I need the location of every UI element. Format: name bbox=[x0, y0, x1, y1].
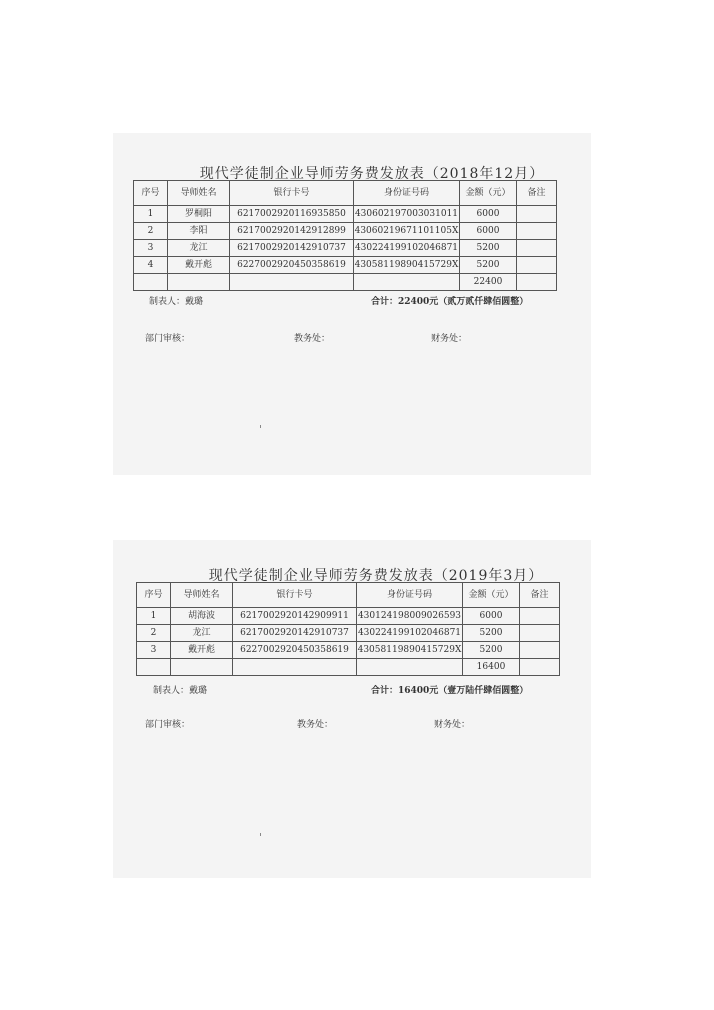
cell-empty bbox=[233, 659, 357, 676]
payment-sheet-2018-12 bbox=[113, 133, 591, 475]
header-amount: 金额（元） bbox=[463, 583, 520, 608]
finance-office-label: 财务处： bbox=[431, 334, 468, 344]
table-header-row bbox=[134, 181, 557, 206]
cell-name: 李阳 bbox=[168, 223, 230, 240]
table-sum-row bbox=[137, 659, 560, 676]
cell-name: 龙江 bbox=[168, 240, 230, 257]
cell-id: 430602197003031011 bbox=[354, 206, 460, 223]
cell-id: 43060219671101105X bbox=[354, 223, 460, 240]
payment-table bbox=[133, 180, 557, 291]
cell-empty bbox=[134, 274, 168, 291]
header-id: 身份证号码 bbox=[354, 181, 460, 206]
cell-bank: 6227002920450358619 bbox=[230, 257, 354, 274]
cell-id: 430124198009026593 bbox=[357, 608, 463, 625]
cell-seq: 4 bbox=[134, 257, 168, 274]
cell-note bbox=[520, 608, 560, 625]
cell-id: 43058119890415729X bbox=[354, 257, 460, 274]
finance-office-label: 财务处： bbox=[434, 720, 471, 730]
dept-review-label: 部门审核： bbox=[145, 720, 191, 730]
payment-sheet-2019-03 bbox=[113, 540, 591, 878]
cell-sum-amount: 22400 bbox=[460, 274, 517, 291]
table-row bbox=[134, 206, 557, 223]
cell-seq: 2 bbox=[134, 223, 168, 240]
cell-empty bbox=[137, 659, 171, 676]
header-note: 备注 bbox=[517, 181, 557, 206]
header-bank: 银行卡号 bbox=[233, 583, 357, 608]
cell-seq: 1 bbox=[134, 206, 168, 223]
cell-amount: 6000 bbox=[460, 206, 517, 223]
sheet-title: 现代学徒制企业导师劳务费发放表（2019年3月） bbox=[208, 568, 544, 584]
cell-note bbox=[517, 223, 557, 240]
cell-note bbox=[517, 240, 557, 257]
table-row bbox=[137, 608, 560, 625]
cell-name: 胡海波 bbox=[171, 608, 233, 625]
table-row bbox=[134, 223, 557, 240]
cell-id: 430224199102046871 bbox=[354, 240, 460, 257]
cell-empty bbox=[230, 274, 354, 291]
header-name: 导师姓名 bbox=[168, 181, 230, 206]
cell-empty bbox=[517, 274, 557, 291]
table-row bbox=[134, 257, 557, 274]
cell-name: 戴开彪 bbox=[171, 642, 233, 659]
cell-amount: 5200 bbox=[460, 257, 517, 274]
maker-label: 制表人：戴璐 bbox=[153, 686, 208, 696]
cell-empty bbox=[357, 659, 463, 676]
header-name: 导师姓名 bbox=[171, 583, 233, 608]
cell-amount: 6000 bbox=[460, 223, 517, 240]
cell-name: 罗桐阳 bbox=[168, 206, 230, 223]
cell-amount: 5200 bbox=[463, 642, 520, 659]
header-id: 身份证号码 bbox=[357, 583, 463, 608]
cell-note bbox=[517, 257, 557, 274]
cell-note bbox=[517, 206, 557, 223]
cell-amount: 5200 bbox=[460, 240, 517, 257]
total-label: 合计：16400元（壹万陆仟肆佰圆整） bbox=[371, 686, 529, 696]
cell-note bbox=[520, 642, 560, 659]
table-row bbox=[137, 642, 560, 659]
scan-speck bbox=[260, 833, 261, 836]
header-amount: 金额（元） bbox=[460, 181, 517, 206]
cell-bank: 6227002920450358619 bbox=[233, 642, 357, 659]
cell-seq: 3 bbox=[137, 642, 171, 659]
table-row bbox=[137, 625, 560, 642]
cell-seq: 3 bbox=[134, 240, 168, 257]
table-row bbox=[134, 240, 557, 257]
cell-empty bbox=[168, 274, 230, 291]
cell-name: 戴开彪 bbox=[168, 257, 230, 274]
header-note: 备注 bbox=[520, 583, 560, 608]
header-seq: 序号 bbox=[137, 583, 171, 608]
payment-table bbox=[136, 582, 560, 676]
cell-seq: 1 bbox=[137, 608, 171, 625]
cell-id: 430224199102046871 bbox=[357, 625, 463, 642]
cell-note bbox=[520, 625, 560, 642]
academic-office-label: 教务处： bbox=[297, 720, 334, 730]
dept-review-label: 部门审核： bbox=[145, 334, 191, 344]
cell-name: 龙江 bbox=[171, 625, 233, 642]
header-bank: 银行卡号 bbox=[230, 181, 354, 206]
table-sum-row bbox=[134, 274, 557, 291]
cell-bank: 6217002920142910737 bbox=[230, 240, 354, 257]
academic-office-label: 教务处： bbox=[294, 334, 331, 344]
cell-empty bbox=[171, 659, 233, 676]
cell-bank: 6217002920116935850 bbox=[230, 206, 354, 223]
sheet-title: 现代学徒制企业导师劳务费发放表（2018年12月） bbox=[199, 166, 545, 182]
cell-empty bbox=[354, 274, 460, 291]
cell-amount: 5200 bbox=[463, 625, 520, 642]
cell-amount: 6000 bbox=[463, 608, 520, 625]
cell-seq: 2 bbox=[137, 625, 171, 642]
cell-bank: 6217002920142910737 bbox=[233, 625, 357, 642]
scan-speck bbox=[260, 425, 261, 428]
cell-empty bbox=[520, 659, 560, 676]
header-seq: 序号 bbox=[134, 181, 168, 206]
cell-bank: 6217002920142912899 bbox=[230, 223, 354, 240]
maker-label: 制表人：戴璐 bbox=[149, 297, 204, 307]
cell-sum-amount: 16400 bbox=[463, 659, 520, 676]
cell-id: 43058119890415729X bbox=[357, 642, 463, 659]
cell-bank: 6217002920142909911 bbox=[233, 608, 357, 625]
total-label: 合计：22400元（贰万贰仟肆佰圆整） bbox=[371, 297, 529, 307]
table-header-row bbox=[137, 583, 560, 608]
